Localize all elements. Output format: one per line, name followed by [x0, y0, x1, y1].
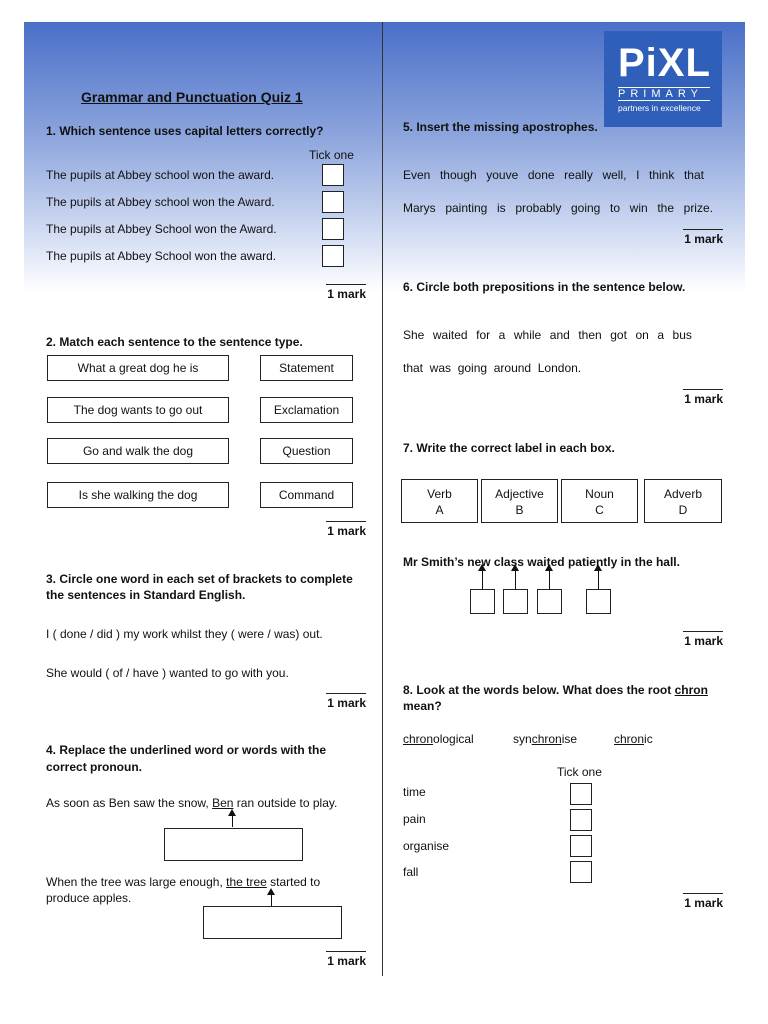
q7-question: 7. Write the correct label in each box.: [403, 441, 615, 455]
q8-question-line1: 8. Look at the words below. What does the root chron: [403, 683, 708, 697]
q1-tickbox-2[interactable]: [322, 191, 344, 213]
q4-sentence-2: When the tree was large enough, the tree started to: [46, 875, 321, 889]
q8-option-1: time: [403, 785, 426, 799]
q8-tickbox-2[interactable]: [570, 809, 592, 831]
q1-option-3: The pupils at Abbey School won the Award.: [46, 222, 277, 236]
q4-sentence-1: As soon as Ben saw the snow, Ben ran outside to play.: [46, 796, 338, 810]
q3-sentence-2: She would ( of / have ) wanted to go with you.: [46, 666, 289, 680]
q2-sentence-3[interactable]: Go and walk the dog: [47, 438, 229, 464]
q1-tickbox-4[interactable]: [322, 245, 344, 267]
q4-sentence-2-cont: produce apples.: [46, 891, 132, 905]
q7-answer-box-2[interactable]: [503, 589, 528, 614]
q3-question-line2: the sentences in Standard English.: [46, 588, 246, 602]
q2-question: 2. Match each sentence to the sentence type.: [46, 335, 303, 349]
logo-name: PiXL: [618, 41, 711, 85]
q8-option-2: pain: [403, 812, 426, 826]
q2-type-1[interactable]: Statement: [260, 355, 353, 381]
q7-answer-box-1[interactable]: [470, 589, 495, 614]
q7-label-noun: Noun C: [561, 479, 638, 523]
q3-mark: 1 mark: [306, 693, 366, 710]
q6-line-2: that was going around London.: [403, 361, 582, 375]
q2-sentence-2[interactable]: The dog wants to go out: [47, 397, 229, 423]
q2-type-4[interactable]: Command: [260, 482, 353, 508]
q5-line-1: Even though youve done really well, I think that: [403, 168, 704, 182]
q1-option-2: The pupils at Abbey school won the Award.: [46, 195, 275, 209]
q4-question-line1: 4. Replace the underlined word or words with the: [46, 743, 327, 757]
q8-root: chron: [674, 683, 708, 697]
q7-label-adjective: Adjective B: [481, 479, 558, 523]
q7-answer-box-3[interactable]: [537, 589, 562, 614]
q8-tickbox-4[interactable]: [570, 861, 592, 883]
q2-sentence-4[interactable]: Is she walking the dog: [47, 482, 229, 508]
q4-underlined-1: Ben: [212, 796, 234, 810]
q1-tickbox-3[interactable]: [322, 218, 344, 240]
q2-type-3[interactable]: Question: [260, 438, 353, 464]
q7-arrow-4: [598, 570, 599, 590]
q7-label-verb: Verb A: [401, 479, 478, 523]
q1-tickbox-1[interactable]: [322, 164, 344, 186]
q2-sentence-1[interactable]: What a great dog he is: [47, 355, 229, 381]
logo-tagline: partners in excellence: [618, 103, 701, 113]
q5-question: 5. Insert the missing apostrophes.: [403, 120, 598, 134]
column-divider: [382, 22, 383, 976]
q8-word-3: chronic: [614, 732, 653, 746]
q5-line-2: Marys painting is probably going to win the prize.: [403, 201, 713, 215]
q8-mark: 1 mark: [663, 893, 723, 910]
q4-question-line2: correct pronoun.: [46, 760, 143, 774]
q6-mark: 1 mark: [663, 389, 723, 406]
q8-tickbox-3[interactable]: [570, 835, 592, 857]
q1-option-4: The pupils at Abbey School won the award.: [46, 249, 277, 263]
q7-answer-box-4[interactable]: [586, 589, 611, 614]
q7-arrow-2: [515, 570, 516, 590]
q7-label-adverb: Adverb D: [644, 479, 722, 523]
logo-sub: PRIMARY: [618, 87, 710, 101]
q7-arrow-1: [482, 570, 483, 590]
q6-line-1: She waited for a while and then got on a bus: [403, 328, 692, 342]
q8-tick-header: Tick one: [557, 765, 602, 779]
q8-question-line2: mean?: [403, 699, 442, 713]
q8-option-4: fall: [403, 865, 419, 879]
q7-arrow-3: [549, 570, 550, 590]
q8-tickbox-1[interactable]: [570, 783, 592, 805]
page-title: Grammar and Punctuation Quiz 1: [81, 89, 303, 105]
q4-underlined-2: the tree: [226, 875, 267, 889]
q6-question: 6. Circle both prepositions in the sentence below.: [403, 280, 686, 294]
q4-answer-box-2[interactable]: [203, 906, 342, 939]
q1-question: 1. Which sentence uses capital letters correctly?: [46, 124, 324, 138]
q2-mark: 1 mark: [306, 521, 366, 538]
q2-type-2[interactable]: Exclamation: [260, 397, 353, 423]
q8-word-1: chronological: [403, 732, 474, 746]
q7-mark: 1 mark: [663, 631, 723, 648]
q7-sentence: Mr Smith’s new class waited patiently in the hall.: [403, 555, 680, 569]
q1-option-1: The pupils at Abbey school won the award.: [46, 168, 275, 182]
q4-arrow-2: [271, 894, 272, 906]
q4-answer-box-1[interactable]: [164, 828, 303, 861]
q3-sentence-1: I ( done / did ) my work whilst they ( were / was) out.: [46, 627, 323, 641]
q8-option-3: organise: [403, 839, 450, 853]
q1-tick-header: Tick one: [309, 148, 354, 162]
q8-word-2: synchronise: [513, 732, 578, 746]
q5-mark: 1 mark: [663, 229, 723, 246]
q4-mark: 1 mark: [306, 951, 366, 968]
q1-mark: 1 mark: [306, 284, 366, 301]
pixl-logo: [604, 31, 722, 127]
q3-question-line1: 3. Circle one word in each set of brackets to complete: [46, 572, 353, 586]
q4-arrow-1: [232, 815, 233, 827]
